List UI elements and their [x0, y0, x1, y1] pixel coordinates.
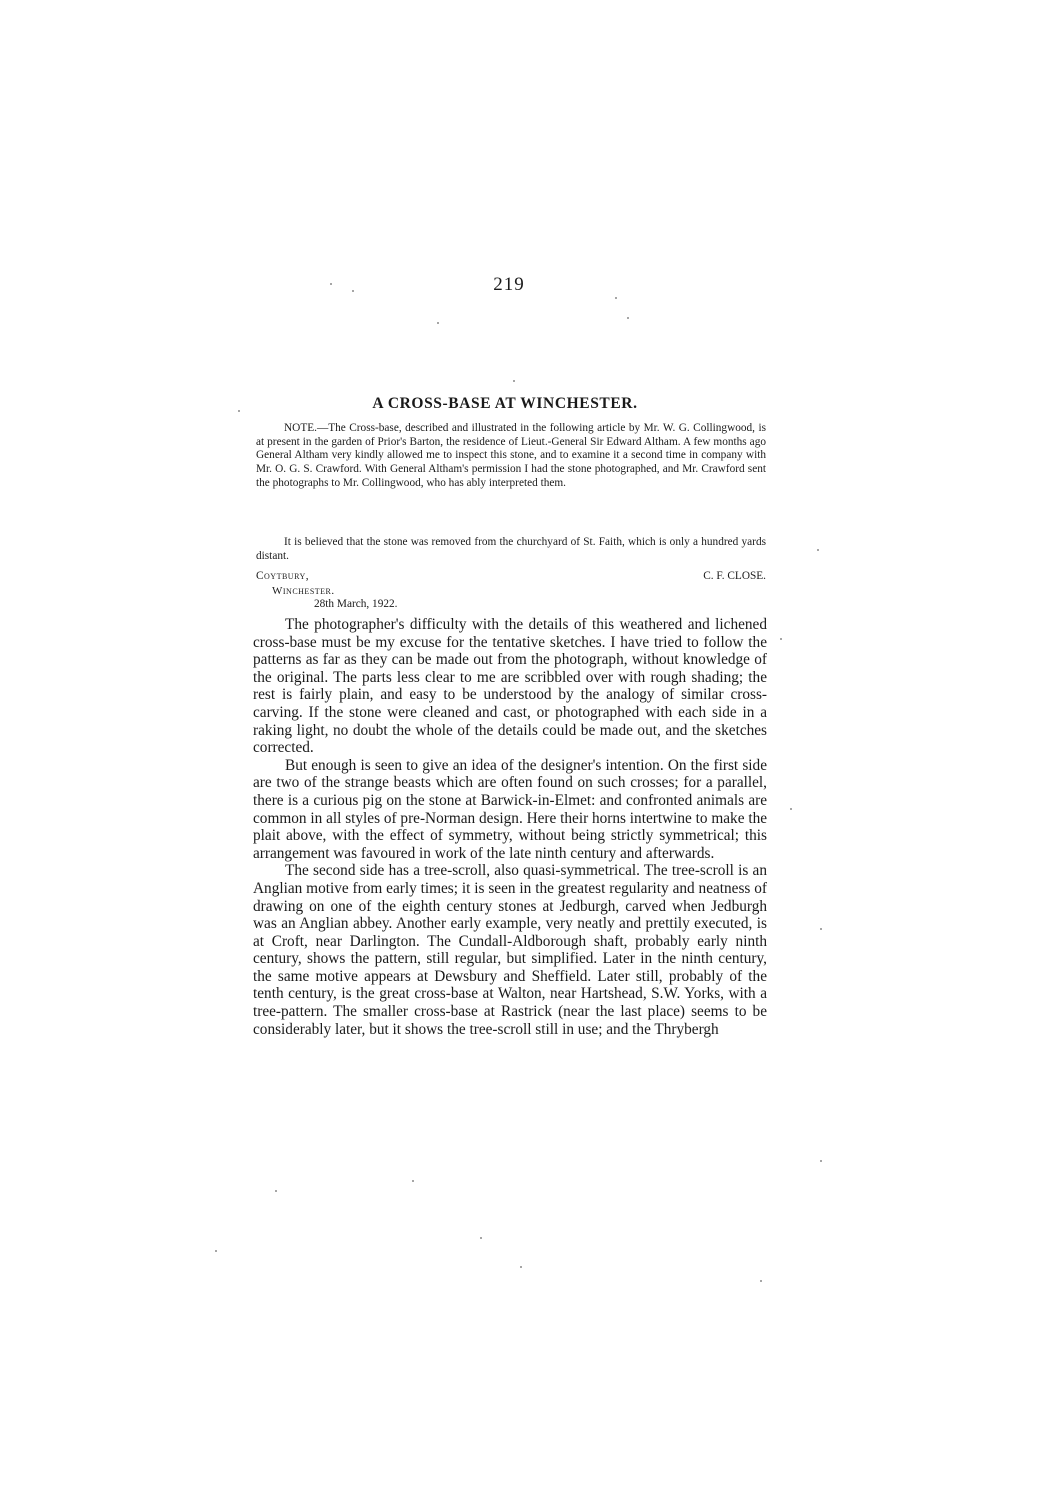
scan-speck: [437, 322, 439, 324]
scan-speck: [817, 549, 819, 551]
body-paragraph-1: The photographer's difficulty with the details of this weathered and lichened cross-base must be my excuse for the tentative sketches. I have tried to follow the patterns as far as they can be made out from the photograph, without knowledge of the original. The parts less clear to me are scribbled over with rough shading; the rest is fairly plain, and easy to be understood by the analogy of similar cross-carving. If the stone were cleaned and cast, or photographed with each side in a raking light, no doubt the whole of the details could be made out, and the sketches corrected.: [253, 616, 767, 757]
scan-speck: [480, 1237, 482, 1239]
page-number: 219: [493, 274, 525, 295]
signature-address: Coytbury,: [256, 570, 310, 582]
scan-speck: [820, 928, 822, 930]
scan-speck: [330, 283, 332, 285]
scan-speck: [275, 1190, 277, 1192]
body-paragraph-3: The second side has a tree-scroll, also quasi-symmetrical. The tree-scroll is an Anglian motive from early times; it is seen in the greatest regularity and neatness of drawing on one of the eighth century stones at Jedburgh, carved when Jedburgh was an Anglian abbey. Another early example, very neatly and prettily executed, is at Croft, near Darlington. The Cundall-Aldborough shaft, probably early ninth century, shows the pattern, still regular, but simplified. Later in the ninth century, the same motive appears at Dewsbury and Sheffield. Later still, probably of the tenth century, is the great cross-base at Walton, near Hartshead, S.W. Yorks, with a tree-pattern. The smaller cross-base at Rastrick (near the last place) seems to be considerably later, but it shows the tree-scroll still in use; and the Thrybergh: [253, 862, 767, 1038]
scan-speck: [513, 380, 515, 382]
scan-speck: [760, 1280, 762, 1282]
scan-speck: [780, 638, 782, 640]
scan-speck: [352, 290, 354, 292]
scan-speck: [627, 317, 629, 319]
scan-speck: [520, 1266, 522, 1268]
scan-speck: [820, 1160, 822, 1162]
signature-place: Winchester.: [272, 585, 335, 597]
note-paragraph: NOTE.—The Cross-base, described and illustrated in the following article by Mr. W. G. Collingwood, is at present in the garden of Prior's Barton, the residence of Lieut.-General Sir Edward Altham. A few months ago General Altham very kindly allowed me to inspect this stone, and to examine it a second time in company with Mr. O. G. S. Crawford. With General Altham's permission I had the stone photographed, and Mr. Crawford sent the photographs to Mr. Collingwood, who has ably interpreted them.: [256, 422, 766, 489]
scan-speck: [412, 1180, 414, 1182]
signature-date: 28th March, 1922.: [314, 598, 398, 610]
signature-row: [256, 570, 766, 584]
scan-speck: [790, 808, 792, 810]
editor-note: [256, 422, 766, 491]
provenance-note: [256, 536, 766, 563]
scan-speck: [238, 410, 240, 412]
signature-author: C. F. CLOSE.: [703, 570, 766, 582]
provenance-paragraph: It is believed that the stone was removed from the churchyard of St. Faith, which is only a hundred yards distant.: [256, 536, 766, 562]
scan-speck: [215, 1250, 217, 1252]
body-paragraph-2: But enough is seen to give an idea of the designer's intention. On the first side are two of the strange beasts which are often found on such crosses; for a parallel, there is a curious pig on the stone at Barwick-in-Elmet: and confronted animals are common in all styles of pre-Norman design. Here their horns intertwine to make the plait above, with the effect of symmetry, without being strictly symmetrical; this arrangement was favoured in work of the late ninth century and afterwards.: [253, 756, 768, 862]
article-title: A CROSS-BASE AT WINCHESTER.: [372, 395, 638, 412]
scan-speck: [615, 297, 617, 299]
article-body: [253, 616, 767, 1038]
